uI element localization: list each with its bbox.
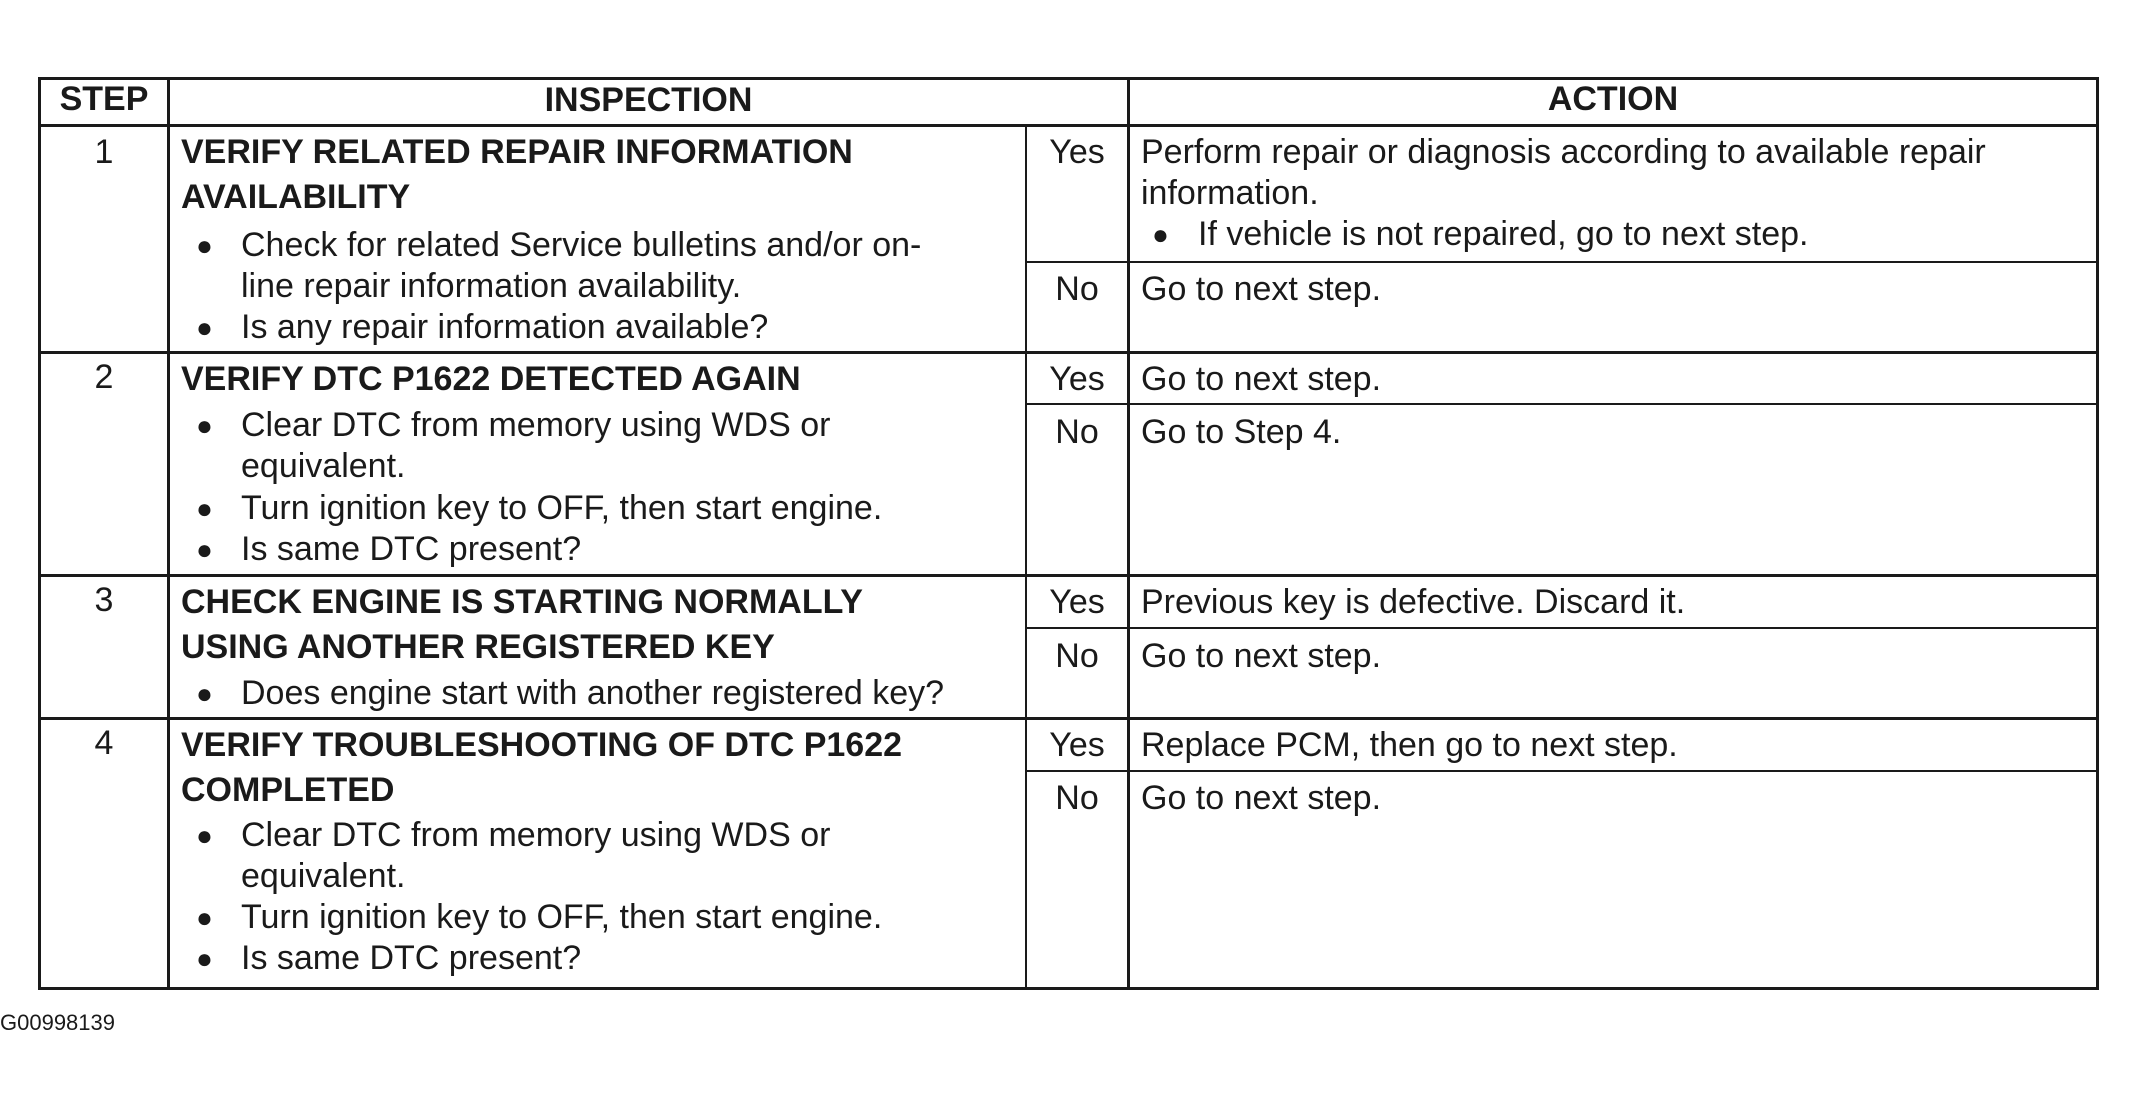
bullet-icon: ● xyxy=(196,230,213,261)
no-action: Go to next step. xyxy=(1141,779,1382,817)
divider-answer-col xyxy=(1025,127,1027,990)
divider-step1-end xyxy=(38,351,2099,354)
no-action: Go to next step. xyxy=(1141,637,1382,675)
divider-step-col xyxy=(167,77,170,990)
yes-action: Perform repair or diagnosis according to available repair xyxy=(1141,133,1986,171)
bullet-text: Is any repair information available? xyxy=(241,308,769,346)
step-title: VERIFY TROUBLESHOOTING OF DTC P1622 xyxy=(181,726,903,764)
no-label: No xyxy=(1055,270,1099,308)
bullet-icon: ● xyxy=(196,943,213,974)
divider-step2-yesno xyxy=(1025,403,2099,405)
no-action: Go to next step. xyxy=(1141,270,1382,308)
bullet-icon: ● xyxy=(196,410,213,441)
yes-label: Yes xyxy=(1049,726,1105,764)
step-number: 4 xyxy=(94,724,114,762)
yes-label: Yes xyxy=(1049,133,1105,171)
header-inspection: INSPECTION xyxy=(544,81,753,119)
bullet-text: equivalent. xyxy=(241,857,406,895)
step-number: 1 xyxy=(94,133,114,171)
no-label: No xyxy=(1055,779,1099,817)
divider-step4-yesno xyxy=(1025,770,2099,772)
yes-action: Previous key is defective. Discard it. xyxy=(1141,583,1686,621)
bullet-icon: ● xyxy=(196,902,213,933)
step-number: 3 xyxy=(94,581,114,619)
yes-action: Go to next step. xyxy=(1141,360,1382,398)
divider-step3-end xyxy=(38,717,2099,720)
yes-action: information. xyxy=(1141,174,1319,212)
bullet-icon: ● xyxy=(196,493,213,524)
divider-step1-yesno xyxy=(1025,261,2099,263)
bullet-icon: ● xyxy=(196,678,213,709)
bullet-text: Is same DTC present? xyxy=(241,939,582,977)
step-title: VERIFY RELATED REPAIR INFORMATION xyxy=(181,133,853,171)
bullet-text: equivalent. xyxy=(241,447,406,485)
step-title: VERIFY DTC P1622 DETECTED AGAIN xyxy=(181,360,801,398)
figure-id: G00998139 xyxy=(0,1010,115,1035)
step-title: USING ANOTHER REGISTERED KEY xyxy=(181,628,775,666)
yes-label: Yes xyxy=(1049,583,1105,621)
divider-header xyxy=(38,124,2099,127)
divider-step2-end xyxy=(38,574,2099,577)
header-step: STEP xyxy=(59,80,149,118)
bullet-text: Is same DTC present? xyxy=(241,530,582,568)
bullet-icon: ● xyxy=(196,534,213,565)
yes-action-bullet: If vehicle is not repaired, go to next step. xyxy=(1198,215,1809,253)
bullet-icon: ● xyxy=(1152,219,1169,250)
bullet-text: Turn ignition key to OFF, then start engine. xyxy=(241,489,883,527)
bullet-icon: ● xyxy=(196,820,213,851)
no-action: Go to Step 4. xyxy=(1141,413,1342,451)
no-label: No xyxy=(1055,413,1099,451)
bullet-text: Does engine start with another registered key? xyxy=(241,674,945,712)
divider-action-col xyxy=(1127,77,1130,990)
step-number: 2 xyxy=(94,358,114,396)
yes-label: Yes xyxy=(1049,360,1105,398)
bullet-text: Clear DTC from memory using WDS or xyxy=(241,406,831,444)
bullet-text: Clear DTC from memory using WDS or xyxy=(241,816,831,854)
yes-action: Replace PCM, then go to next step. xyxy=(1141,726,1678,764)
step-title: CHECK ENGINE IS STARTING NORMALLY xyxy=(181,583,863,621)
bullet-text: Check for related Service bulletins and/or on- xyxy=(241,226,922,264)
bullet-text: line repair information availability. xyxy=(241,267,742,305)
header-action: ACTION xyxy=(1547,80,1679,118)
bullet-text: Turn ignition key to OFF, then start engine. xyxy=(241,898,883,936)
no-label: No xyxy=(1055,637,1099,675)
divider-step3-yesno xyxy=(1025,627,2099,629)
bullet-icon: ● xyxy=(196,312,213,343)
step-title: COMPLETED xyxy=(181,771,395,809)
step-title: AVAILABILITY xyxy=(181,178,411,216)
